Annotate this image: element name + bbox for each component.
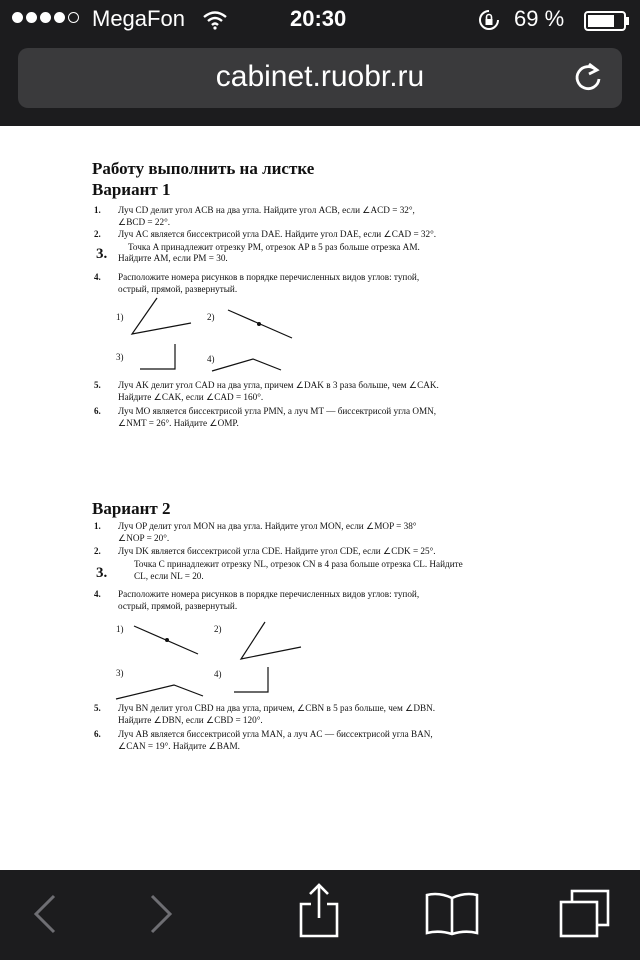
- obtuse-angle-figure: [212, 359, 281, 371]
- task-number: 6.: [94, 729, 101, 739]
- bookmarks-icon[interactable]: [424, 890, 480, 936]
- reload-icon[interactable]: [572, 61, 604, 93]
- document-page: [0, 126, 640, 870]
- browser-header: [0, 40, 640, 126]
- task-number: 1.: [94, 205, 101, 215]
- figure-label: 3): [116, 352, 124, 362]
- tabs-icon[interactable]: [558, 888, 612, 940]
- back-icon[interactable]: [26, 888, 62, 940]
- forward-icon[interactable]: [144, 888, 180, 940]
- task-number: 4.: [94, 589, 101, 599]
- battery-icon: [584, 11, 630, 31]
- task-text: Точка A принадлежит отрезку PM, отрезок AP в 5 раз больше отрезка AM.: [128, 242, 420, 252]
- figure-label: 2): [207, 312, 215, 322]
- address-bar[interactable]: [18, 48, 622, 108]
- task-number: 3.: [96, 565, 108, 581]
- task-text: Точка C принадлежит отрезку NL, отрезок CN в 4 раза больше отрезка CL. Найдите: [134, 559, 463, 569]
- task-text: ∠NOP = 20°.: [118, 533, 170, 543]
- figure-label: 4): [214, 669, 222, 679]
- task-text: Луч CD делит угол ACB на два угла. Найдите угол ACB, если ∠ACD = 32°,: [118, 205, 415, 215]
- task-text: Луч AB является биссектрисой угла MAN, а луч AC — биссектрисой угла BAN,: [118, 729, 433, 739]
- task-text: Найдите AM, если PM = 30.: [118, 253, 228, 263]
- obtuse-angle-figure: [116, 685, 203, 699]
- figure-label: 1): [116, 624, 124, 634]
- figure-label: 3): [116, 668, 124, 678]
- task-number: 3.: [96, 246, 108, 262]
- variant-1-heading: Вариант 1: [92, 180, 171, 199]
- task-number: 5.: [94, 380, 101, 390]
- task-text: ∠BCD = 22°.: [118, 217, 171, 227]
- right-angle-figure: [234, 667, 268, 692]
- variant-2-heading: Вариант 2: [92, 499, 171, 518]
- browser-toolbar: [0, 870, 640, 960]
- task-number: 6.: [94, 406, 101, 416]
- task-text: ∠NMT = 26°. Найдите ∠OMP.: [118, 418, 239, 428]
- task-text: Луч AK делит угол CAD на два угла, причем ∠DAK в 3 раза больше, чем ∠CAK.: [118, 380, 439, 390]
- task-number: 1.: [94, 521, 101, 531]
- signal-icon: [12, 12, 79, 23]
- task-text: Луч DK является биссектрисой угла CDE. Найдите угол CDE, если ∠CDK = 25°.: [118, 546, 436, 556]
- status-bar: [0, 0, 640, 40]
- url-text: cabinet.ruobr.ru: [215, 60, 425, 93]
- task-text: Луч BN делит угол CBD на два угла, причем, ∠CBN в 5 раз больше, чем ∠DBN.: [118, 703, 436, 713]
- clock: 20:30: [290, 6, 347, 31]
- figure-label: 4): [207, 354, 215, 364]
- task-text: острый, прямой, развернутый.: [118, 284, 238, 294]
- task-text: Найдите ∠CAK, если ∠CAD = 160°.: [118, 392, 264, 402]
- task-number: 2.: [94, 229, 101, 239]
- acute-angle-figure: [241, 622, 301, 659]
- right-angle-figure: [140, 344, 175, 369]
- carrier-label: MegaFon: [92, 6, 185, 31]
- figure-label: 1): [116, 312, 124, 322]
- task-text: Расположите номера рисунков в порядке перечисленных видов углов: тупой,: [118, 272, 420, 282]
- task-text: Найдите ∠DBN, если ∠CBD = 120°.: [118, 715, 263, 725]
- share-icon[interactable]: [296, 882, 342, 940]
- battery-percent: 69 %: [514, 6, 565, 31]
- point-marker: [257, 322, 261, 326]
- wifi-icon: [202, 10, 228, 30]
- task-number: 2.: [94, 546, 101, 556]
- task-text: Луч OP делит угол MON на два угла. Найдите угол MON, если ∠MOP = 38°: [118, 521, 417, 531]
- task-text: ∠CAN = 19°. Найдите ∠BAM.: [118, 741, 240, 751]
- task-text: Луч MO является биссектрисой угла PMN, а луч MT — биссектрисой угла OMN,: [118, 406, 437, 416]
- point-marker: [165, 638, 169, 642]
- page-title: Работу выполнить на листке: [92, 159, 315, 178]
- task-text: Расположите номера рисунков в порядке перечисленных видов углов: тупой,: [118, 589, 420, 599]
- task-text: Луч AC является биссектрисой угла DAE. Найдите угол DAE, если ∠CAD = 32°.: [118, 229, 437, 239]
- rotation-lock-icon: [478, 9, 500, 31]
- task-text: CL, если NL = 20.: [134, 571, 204, 581]
- figure-label: 2): [214, 624, 222, 634]
- task-number: 4.: [94, 272, 101, 282]
- task-number: 5.: [94, 703, 101, 713]
- angle-figures: [0, 126, 640, 870]
- acute-angle-figure: [132, 298, 191, 334]
- task-text: острый, прямой, развернутый.: [118, 601, 238, 611]
